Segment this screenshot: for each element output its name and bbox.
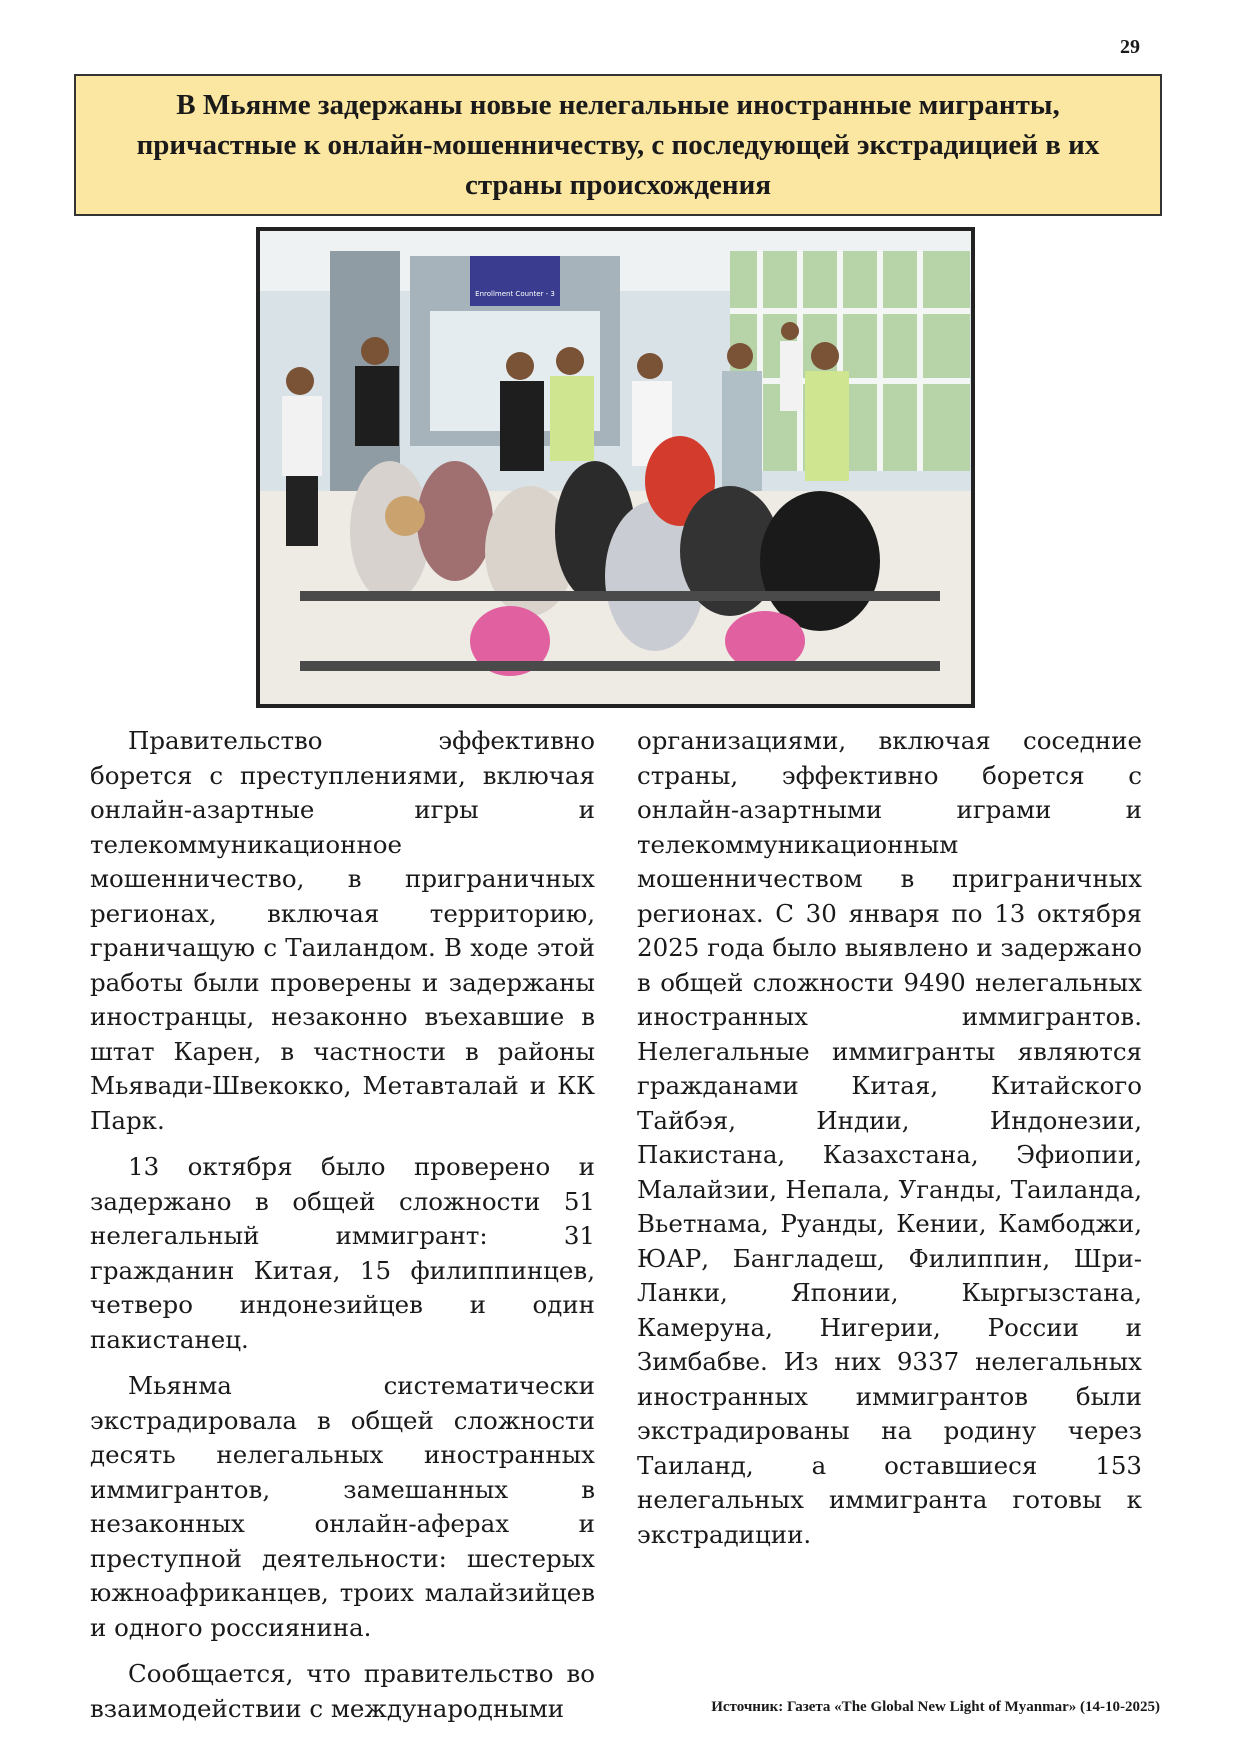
- paragraph: Правительство эффективно борется с преступлениями, включая онлайн-азартные игры и телекоммуникационное мошенничество, в приграничных регионах, включая территорию, граничащую с Таиландом. В ходе этой работы были проверены и задержаны иностранцы, незаконно въехавшие в штат Карен, в частности в районы Мьявади-Швекокко, Метавталай и КК Парк.: [90, 726, 595, 1135]
- article-title: В Мьянме задержаны новые нелегальные иностранные мигранты, причастные к онлайн-мошенничеству, с последующей экстрадицией в их страны происхождения: [74, 74, 1162, 216]
- paragraph: Сообщается, что правительство во взаимодействии с международными: [90, 1659, 595, 1723]
- text-column-right: [637, 724, 1142, 1564]
- page-number: 29: [1120, 36, 1140, 58]
- sign-text: Enrollment Counter - 3: [475, 290, 555, 298]
- paragraph: организациями, включая соседние страны, эффективно борется с онлайн-азартными играми и телекоммуникационным мошенничеством в приграничных регионах. С 30 января по 13 октября 2025 года было выявлено и задержано в общей сложности 9490 нелегальных иностранных иммигрантов. Нелегальные иммигранты являются гражданами Китая, Китайского Тайбэя, Индии, Индонезии, Пакистана, Казахстана, Эфиопии, Малайзии, Непала, Уганды, Таиланда, Вьетнама, Руанды, Кении, Камбоджи, ЮАР, Бангладеш, Филиппин, Шри-Ланки, Японии, Кыргызстана, Камеруна, Нигерии, России и Зимбабве. Из них 9337 нелегальных иностранных иммигрантов были экстрадированы на родину через Таиланд, а оставшиеся 153 нелегальных иммигранта готовы к экстрадиции.: [637, 726, 1142, 1549]
- photo-icon: [260, 231, 971, 704]
- paragraph: 13 октября было проверено и задержано в общей сложности 51 нелегальный иммигрант: 31 гражданин Китая, 15 филиппинцев, четверо индонезийцев и один пакистанец.: [90, 1152, 595, 1354]
- source-citation: Источник: Газета «The Global New Light of Myanmar» (14-10-2025): [711, 1699, 1160, 1715]
- article-photo: [256, 227, 975, 708]
- text-column-left: [90, 724, 595, 1738]
- paragraph: Мьянма систематически экстрадировала в общей сложности десять нелегальных иностранных иммигрантов, замешанных в незаконных онлайн-аферах и преступной деятельности: шестерых южноафриканцев, троих малайзийцев и одного россиянина.: [90, 1371, 595, 1642]
